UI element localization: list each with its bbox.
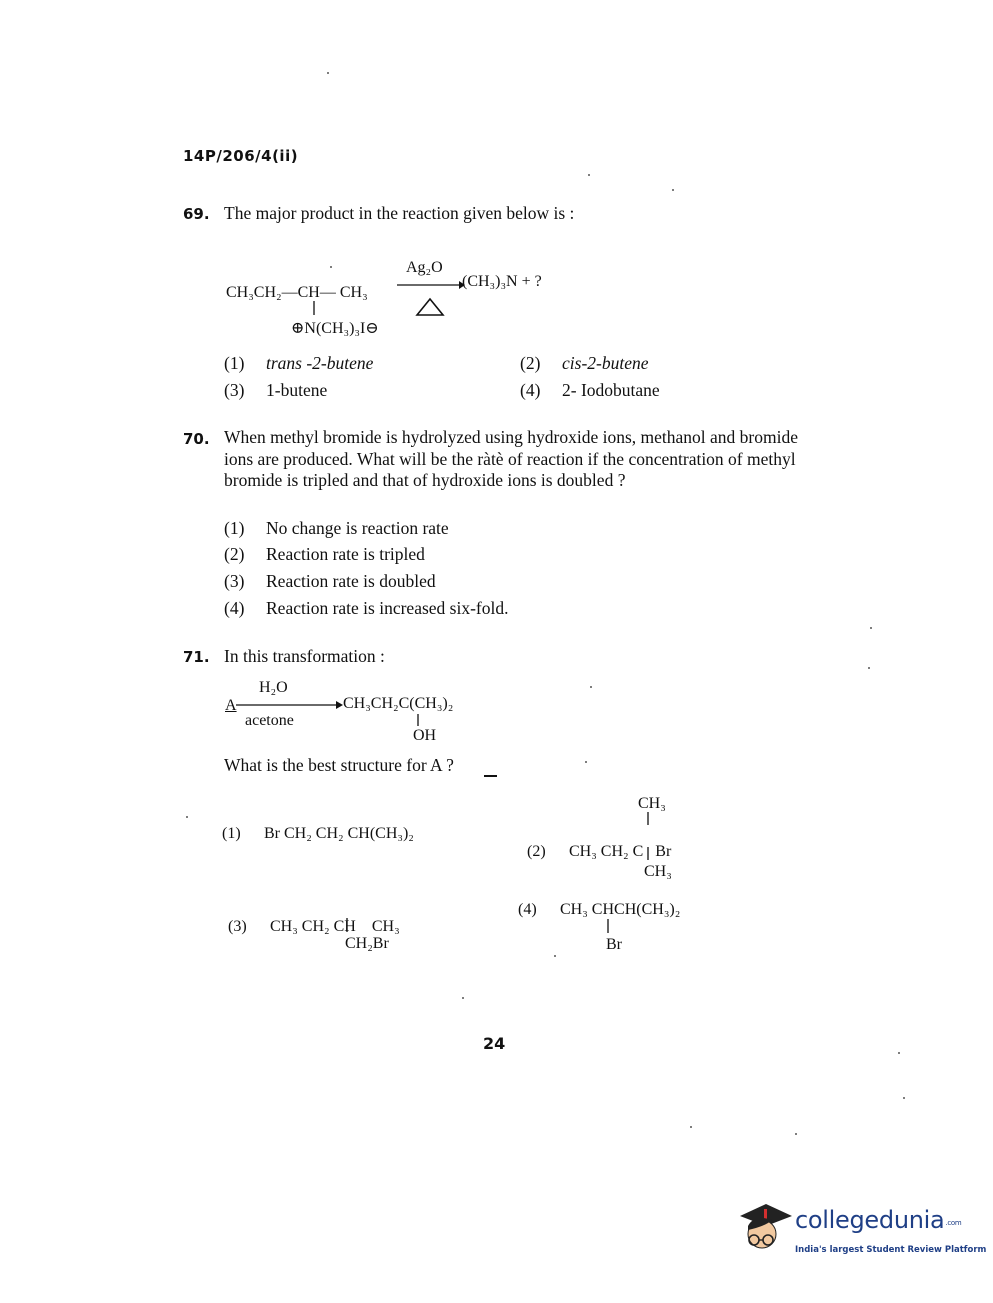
option-71-4: (4) CH₃ CHCH(CH₃)₂	[518, 901, 681, 918]
products-69: (CH₃)₃N + ?	[462, 273, 542, 290]
question-number-70: 70.	[183, 430, 210, 448]
option-70-1: (1) No change is reaction rate	[224, 518, 449, 538]
scan-speck	[186, 816, 188, 818]
option-71-1: (1) Br CH₂ CH₂ CH(CH₃)₂	[222, 825, 414, 842]
option-71-4-bottom: Br	[606, 936, 622, 953]
question-prompt-71: What is the best structure for A ?	[224, 755, 454, 775]
bond-line-69	[312, 301, 316, 317]
scan-speck	[554, 955, 556, 957]
paper-code: 14P/206/4(ii)	[183, 147, 299, 165]
page-number: 24	[483, 1034, 506, 1053]
option-71-3: (3) CH₃ CH₂ CH CH₃	[228, 918, 400, 935]
scan-speck	[870, 627, 872, 629]
option-69-1: (1) trans -2-butene	[224, 353, 374, 373]
bond-line-71-4	[606, 919, 610, 935]
reagent-water: H₂O	[259, 679, 288, 696]
trimethylammonium-group: ⊕N(CH₃)₃I⊖	[291, 320, 379, 337]
reagent-acetone: acetone	[245, 712, 294, 729]
option-69-4: (4) 2- Iodobutane	[520, 380, 660, 400]
question-text-71: In this transformation :	[224, 646, 385, 666]
scan-speck	[690, 1126, 692, 1128]
option-69-3: (3) 1-butene	[224, 380, 328, 400]
hydroxyl-group: OH	[413, 727, 437, 744]
scan-speck	[327, 72, 329, 74]
option-71-3-bottom: CH₂Br	[345, 935, 389, 952]
underline-a	[484, 775, 497, 777]
brand-name: collegedunia.com	[795, 1206, 962, 1234]
bond-line-71	[416, 714, 420, 728]
reagent-ag2o: Ag₂O	[406, 259, 443, 276]
option-70-4: (4) Reaction rate is increased six-fold.	[224, 598, 509, 618]
option-71-2: (2) CH₃ CH₂ C Br	[527, 843, 672, 860]
option-71-2-bottom: CH₃	[644, 863, 672, 880]
student-mascot-icon	[736, 1196, 794, 1256]
scan-speck	[795, 1133, 797, 1135]
scan-speck	[462, 997, 464, 999]
option-70-2: (2) Reaction rate is tripled	[224, 544, 425, 564]
option-69-2: (2) cis-2-butene	[520, 353, 649, 373]
scan-speck	[672, 189, 674, 191]
reaction-arrow-71	[236, 700, 344, 710]
reaction-arrow-69	[395, 275, 465, 320]
question-number-71: 71.	[183, 648, 210, 666]
question-number-69: 69.	[183, 205, 210, 223]
reactant-a: A	[225, 697, 237, 714]
scan-speck	[903, 1097, 905, 1099]
scan-speck	[898, 1052, 900, 1054]
question-text-69: The major product in the reaction given below is :	[224, 203, 575, 223]
scan-speck	[588, 174, 590, 176]
product-71: CH₃CH₂C(CH₃)₂	[343, 695, 454, 712]
brand-tagline: India's largest Student Review Platform	[795, 1245, 987, 1255]
scan-speck	[585, 761, 587, 763]
scan-speck	[590, 686, 592, 688]
reactant-69: CH₃CH₂—CH— CH₃	[226, 284, 368, 301]
option-71-2-top: CH₃	[638, 795, 666, 812]
option-70-3: (3) Reaction rate is doubled	[224, 571, 436, 591]
bond-line-71-3	[345, 918, 349, 934]
question-text-70: When methyl bromide is hydrolyzed using hydroxide ions, methanol and bromide ions are produced. What will be the ràtè of reaction if the concentration of methyl bromide is tripled and that of hydroxide ions is doubled ?	[224, 427, 798, 490]
scan-speck	[330, 266, 332, 268]
scan-speck	[868, 667, 870, 669]
